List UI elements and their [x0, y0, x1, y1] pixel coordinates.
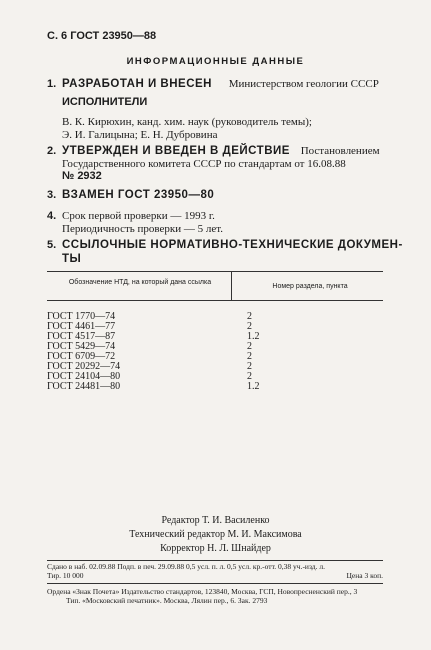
table-cell-section: 2	[247, 361, 252, 372]
table-cell-document: ГОСТ 6709—72	[47, 351, 116, 362]
table-cell-document: ГОСТ 24104—80	[47, 371, 121, 382]
table-top-rule	[47, 271, 383, 272]
table-cell-section: 2	[247, 311, 252, 322]
table-cell-document: ГОСТ 4517—87	[47, 331, 116, 342]
section-title: ИНФОРМАЦИОННЫЕ ДАННЫЕ	[126, 56, 305, 67]
table-cell-section: 1.2	[247, 331, 260, 342]
item-text-3: № 2932	[62, 170, 102, 182]
item-number: 3.	[47, 189, 57, 201]
review-first: Срок первой проверки — 1993 г.	[62, 210, 215, 222]
tech-editor-line: Технический редактор М. И. Максимова	[129, 529, 302, 540]
item-text: Постановлением	[300, 145, 380, 157]
item-text-2: Государственного комитета СССР по стандартам от 16.08.88	[62, 158, 346, 170]
corrector-line: Корректор Н. Л. Шнайдер	[160, 543, 271, 554]
table-cell-document: ГОСТ 1770—74	[47, 311, 116, 322]
item-caption: УТВЕРЖДЕН И ВВЕДЕН В ДЕЙСТВИЕ	[62, 145, 290, 157]
executors-line-1: В. К. Кирюхин, канд. хим. наук (руководитель темы);	[62, 116, 312, 128]
imprint-printing-house: Тип. «Московский печатник». Москва, Лялин пер., 6. Зак. 2793	[66, 596, 268, 605]
page-header: С. 6 ГОСТ 23950—88	[47, 30, 157, 42]
imprint-circulation: Тир. 10 000	[47, 571, 84, 580]
editor-line: Редактор Т. И. Василенко	[161, 515, 270, 526]
table-cell-document: ГОСТ 5429—74	[47, 341, 116, 352]
table-header-rule	[47, 300, 383, 301]
table-cell-document: ГОСТ 24481—80	[47, 381, 121, 392]
item-text: Министерством геологии СССР	[228, 78, 379, 90]
imprint-price: Цена 3 коп.	[346, 571, 383, 580]
item-caption: РАЗРАБОТАН И ВНЕСЕН	[62, 78, 212, 90]
table-column-divider	[231, 271, 232, 300]
imprint-bottom-rule	[47, 583, 383, 584]
table-cell-document: ГОСТ 4461—77	[47, 321, 116, 332]
item-number: 1.	[47, 78, 57, 90]
item-number: 4.	[47, 210, 57, 222]
table-header-section: Номер раздела, пункта	[272, 283, 348, 290]
table-cell-section: 2	[247, 351, 252, 362]
imprint-print-data: Сдано в наб. 02.09.88 Подп. в печ. 29.09.88 0,5 усл. п. л. 0,5 усл. кр.-отт. 0,38 уч.-изд. л.	[47, 562, 325, 571]
table-cell-section: 2	[247, 341, 252, 352]
item-caption: ВЗАМЕН ГОСТ 23950—80	[62, 189, 215, 201]
table-cell-section: 1.2	[247, 381, 260, 392]
imprint-publisher: Ордена «Знак Почета» Издательство стандартов, 123840, Москва, ГСП, Новопресненский пер., 3	[47, 587, 358, 596]
review-period: Периодичность проверки — 5 лет.	[62, 223, 224, 235]
table-cell-section: 2	[247, 371, 252, 382]
table-cell-document: ГОСТ 20292—74	[47, 361, 121, 372]
references-caption-2: ТЫ	[62, 253, 82, 265]
table-cell-section: 2	[247, 321, 252, 332]
references-caption-1: ССЫЛОЧНЫЕ НОРМАТИВНО-ТЕХНИЧЕСКИЕ ДОКУМЕН-	[62, 239, 403, 251]
table-header-document: Обозначение НТД, на который дана ссылка	[68, 279, 212, 286]
item-number: 5.	[47, 239, 57, 251]
imprint-top-rule	[47, 560, 383, 561]
executors-line-2: Э. И. Галицына; Е. Н. Дубровина	[62, 129, 218, 141]
executors-label: ИСПОЛНИТЕЛИ	[62, 96, 148, 108]
item-number: 2.	[47, 145, 57, 157]
